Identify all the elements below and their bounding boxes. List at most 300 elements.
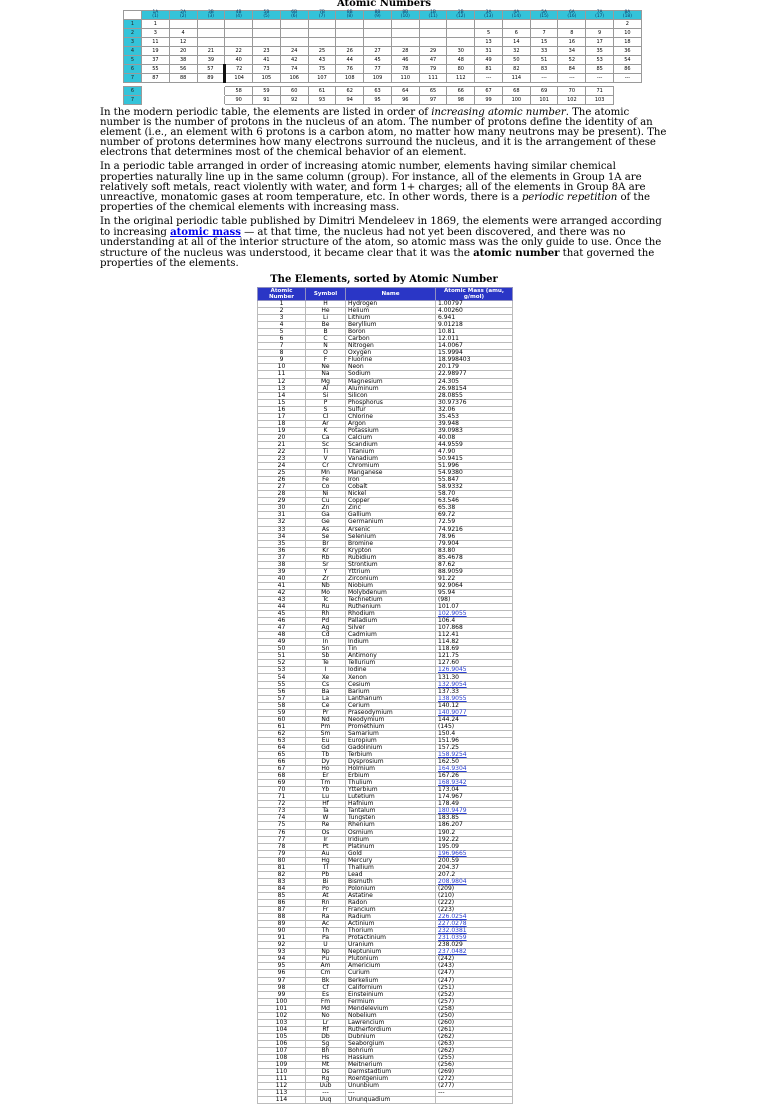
table-row (258, 301, 513, 308)
element-cell: 48 (447, 56, 475, 65)
table-row (258, 723, 513, 730)
atomic-mass-link[interactable]: 132.9054 (436, 681, 513, 688)
element-cell: 24 (280, 47, 308, 56)
table-row (258, 1026, 513, 1033)
name-cell: Holmium (346, 766, 436, 773)
atomic-number-cell: 27 (258, 484, 306, 491)
element-cell: 95 (364, 96, 392, 105)
atomic-number-cell: 97 (258, 977, 306, 984)
name-cell: Rubidium (346, 554, 436, 561)
atomic-number-cell: 87 (258, 907, 306, 914)
element-cell: 42 (280, 56, 308, 65)
symbol-cell: Nd (306, 716, 346, 723)
element-cell: 49 (475, 56, 503, 65)
atomic-mass-cell: 112.41 (436, 632, 513, 639)
element-cell (280, 38, 308, 47)
table-row (258, 907, 513, 914)
symbol-cell: Rb (306, 554, 346, 561)
period-row (124, 74, 642, 83)
atomic-mass-cell: 28.0855 (436, 392, 513, 399)
name-cell: Sodium (346, 371, 436, 378)
atomic-mass-cell: 22.98977 (436, 371, 513, 378)
symbol-cell: Ds (306, 1069, 346, 1076)
atomic-number-cell: 73 (258, 808, 306, 815)
element-cell: 30 (447, 47, 475, 56)
symbol-cell: Te (306, 660, 346, 667)
atomic-mass-cell: 47.90 (436, 448, 513, 455)
name-cell: Bromine (346, 540, 436, 547)
name-cell: Meitnerium (346, 1062, 436, 1069)
element-cell: 62 (336, 87, 364, 96)
atomic-mass-cell: --- (436, 1090, 513, 1097)
symbol-cell: Cr (306, 463, 346, 470)
group-header: 6A (16) (558, 11, 586, 20)
element-cell: --- (614, 74, 642, 83)
name-cell: Selenium (346, 533, 436, 540)
name-cell: Actinium (346, 921, 436, 928)
symbol-cell: Uuq (306, 1097, 346, 1104)
table-row (258, 688, 513, 695)
atomic-mass-cell: (242) (436, 956, 513, 963)
element-cell: 44 (336, 56, 364, 65)
symbol-cell: Re (306, 822, 346, 829)
atomic-mass-cell: 195.09 (436, 843, 513, 850)
atomic-mass-link[interactable]: 196.9665 (436, 850, 513, 857)
atomic-number-cell: 30 (258, 505, 306, 512)
element-cell (419, 20, 447, 29)
name-cell: Lawrencium (346, 1019, 436, 1026)
atomic-number-cell: 69 (258, 780, 306, 787)
atomic-mass-link[interactable]: 138.9055 (436, 695, 513, 702)
symbol-cell: Fr (306, 907, 346, 914)
period-label: 6 (124, 65, 142, 74)
element-cell: 98 (447, 96, 475, 105)
element-cell: 88 (169, 74, 197, 83)
name-cell: Neon (346, 364, 436, 371)
group-header: 8A (18) (614, 11, 642, 20)
atomic-number-cell: 74 (258, 815, 306, 822)
table-row (258, 505, 513, 512)
symbol-cell: Ti (306, 448, 346, 455)
symbol-cell: Rn (306, 899, 346, 906)
name-cell: Polonium (346, 885, 436, 892)
element-cell: 39 (197, 56, 225, 65)
symbol-cell: Cl (306, 413, 346, 420)
name-cell: Radium (346, 914, 436, 921)
name-cell: Iridium (346, 836, 436, 843)
table-row (258, 815, 513, 822)
atomic-number-cell: 72 (258, 801, 306, 808)
atomic-number-cell: 83 (258, 878, 306, 885)
atomic-number-cell: 59 (258, 709, 306, 716)
atomic-number-cell: 80 (258, 857, 306, 864)
atomic-mass-link[interactable]: 231.0359 (436, 935, 513, 942)
element-cell: 5 (475, 29, 503, 38)
table-row (258, 991, 513, 998)
name-cell: Oxygen (346, 350, 436, 357)
atomic-mass-link[interactable]: atomic mass (170, 226, 241, 239)
atomic-mass-link[interactable]: 102.9055 (436, 611, 513, 618)
table-row (258, 378, 513, 385)
symbol-cell: Zn (306, 505, 346, 512)
name-cell: Argon (346, 420, 436, 427)
symbol-cell: Sn (306, 646, 346, 653)
name-cell: Samarium (346, 730, 436, 737)
atomic-number-cell: 106 (258, 1040, 306, 1047)
atomic-mass-cell: 207.2 (436, 871, 513, 878)
atomic-number-cell: 49 (258, 639, 306, 646)
header-atomic-mass: Atomic Mass (amu, g/mol) (436, 288, 513, 301)
atomic-number-cell: 75 (258, 822, 306, 829)
name-cell: Francium (346, 907, 436, 914)
table-row (258, 836, 513, 843)
atomic-mass-link[interactable]: 237.0482 (436, 949, 513, 956)
atomic-mass-link[interactable]: 158.9254 (436, 752, 513, 759)
atomic-number-cell: 1 (258, 301, 306, 308)
element-cell: 79 (419, 65, 447, 74)
name-cell: Ununbium (346, 1083, 436, 1090)
symbol-cell: Ac (306, 921, 346, 928)
name-cell: Erbium (346, 773, 436, 780)
table-row (258, 547, 513, 554)
atomic-mass-cell: 12.011 (436, 336, 513, 343)
table-row (258, 441, 513, 448)
element-cell: 105 (253, 74, 281, 83)
table-row (258, 808, 513, 815)
element-cell: 50 (502, 56, 530, 65)
atomic-number-cell: 100 (258, 998, 306, 1005)
atomic-number-cell: 24 (258, 463, 306, 470)
element-cell: --- (586, 74, 614, 83)
name-cell: --- (346, 1090, 436, 1097)
symbol-cell: Sr (306, 561, 346, 568)
atomic-mass-cell: 101.07 (436, 604, 513, 611)
table-row (258, 498, 513, 505)
symbol-cell: Co (306, 484, 346, 491)
name-cell: Tungsten (346, 815, 436, 822)
atomic-number-cell: 61 (258, 723, 306, 730)
atomic-number-cell: 79 (258, 850, 306, 857)
element-cell: --- (558, 74, 586, 83)
element-cell: 20 (169, 47, 197, 56)
atomic-mass-cell: 162.50 (436, 759, 513, 766)
article-text (100, 108, 672, 273)
element-cell: 25 (308, 47, 336, 56)
symbol-cell: Os (306, 829, 346, 836)
atomic-number-cell: 35 (258, 540, 306, 547)
name-cell: Iodine (346, 667, 436, 674)
atomic-number-cell: 92 (258, 942, 306, 949)
name-cell: Lutetium (346, 794, 436, 801)
element-cell (280, 20, 308, 29)
symbol-cell: Yb (306, 787, 346, 794)
atomic-number-cell: 81 (258, 864, 306, 871)
symbol-cell: Be (306, 322, 346, 329)
element-cell: 63 (364, 87, 392, 96)
element-cell: 77 (364, 65, 392, 74)
symbol-cell: Ag (306, 625, 346, 632)
name-cell: Rhenium (346, 822, 436, 829)
period-label: 5 (124, 56, 142, 65)
element-cell: 82 (502, 65, 530, 74)
atomic-number-cell: 94 (258, 956, 306, 963)
name-cell: Cerium (346, 702, 436, 709)
table-row (258, 533, 513, 540)
element-cell: 73 (253, 65, 281, 74)
atomic-mass-cell: 58.9332 (436, 484, 513, 491)
symbol-cell: Am (306, 963, 346, 970)
name-cell: Carbon (346, 336, 436, 343)
name-cell: Xenon (346, 674, 436, 681)
atomic-number-cell: 76 (258, 829, 306, 836)
element-cell: 53 (586, 56, 614, 65)
element-cell (308, 29, 336, 38)
name-cell: Nobelium (346, 1012, 436, 1019)
name-cell: Uranium (346, 942, 436, 949)
atomic-mass-cell: 140.12 (436, 702, 513, 709)
atomic-number-cell: 51 (258, 653, 306, 660)
table-row (258, 406, 513, 413)
symbol-cell: Au (306, 850, 346, 857)
element-cell (391, 20, 419, 29)
name-cell: Mendelevium (346, 1005, 436, 1012)
symbol-cell: Pd (306, 618, 346, 625)
symbol-cell: N (306, 343, 346, 350)
element-cell: 112 (447, 74, 475, 83)
symbol-cell: Sb (306, 653, 346, 660)
name-cell: Lithium (346, 315, 436, 322)
name-cell: Helium (346, 308, 436, 315)
element-cell: 107 (308, 74, 336, 83)
element-cell: 104 (225, 74, 253, 83)
atomic-mass-cell: 87.62 (436, 561, 513, 568)
f-block-row (124, 96, 642, 105)
name-cell: Hassium (346, 1055, 436, 1062)
symbol-cell: Np (306, 949, 346, 956)
symbol-cell: Y (306, 568, 346, 575)
table-row (258, 357, 513, 364)
element-cell: 14 (502, 38, 530, 47)
atomic-number-cell: 105 (258, 1033, 306, 1040)
name-cell: Radon (346, 899, 436, 906)
symbol-cell: In (306, 639, 346, 646)
element-cell: 75 (308, 65, 336, 74)
element-cell: 41 (253, 56, 281, 65)
element-cell (447, 29, 475, 38)
element-cell: 111 (419, 74, 447, 83)
f-block-tail (614, 87, 642, 96)
atomic-number-cell: 43 (258, 596, 306, 603)
elements-table-title: The Elements, sorted by Atomic Number (270, 274, 498, 285)
name-cell: Chromium (346, 463, 436, 470)
element-cell (225, 20, 253, 29)
atomic-mass-link[interactable]: 140.9077 (436, 709, 513, 716)
atomic-mass-cell: 131.30 (436, 674, 513, 681)
atomic-number-cell: 31 (258, 512, 306, 519)
element-cell (253, 20, 281, 29)
symbol-cell: Hs (306, 1055, 346, 1062)
atomic-number-cell: 86 (258, 899, 306, 906)
name-cell: Californium (346, 984, 436, 991)
atomic-mass-cell: (269) (436, 1069, 513, 1076)
atomic-mass-link[interactable]: 227.0278 (436, 921, 513, 928)
symbol-cell: Si (306, 392, 346, 399)
table-row (258, 604, 513, 611)
name-cell: Palladium (346, 618, 436, 625)
symbol-cell: Es (306, 991, 346, 998)
element-cell (475, 20, 503, 29)
atomic-number-cell: 64 (258, 744, 306, 751)
atomic-mass-cell: (262) (436, 1047, 513, 1054)
atomic-number-cell: 91 (258, 935, 306, 942)
element-cell: 85 (586, 65, 614, 74)
symbol-cell: Hg (306, 857, 346, 864)
name-cell: Fluorine (346, 357, 436, 364)
atomic-mass-cell: (223) (436, 907, 513, 914)
atomic-mass-link[interactable]: 168.9342 (436, 780, 513, 787)
atomic-number-cell: 37 (258, 554, 306, 561)
atomic-number-cell: 114 (258, 1097, 306, 1104)
element-cell (308, 20, 336, 29)
atomic-mass-link[interactable]: 208.9804 (436, 878, 513, 885)
header-symbol: Symbol (306, 288, 346, 301)
name-cell: Magnesium (346, 378, 436, 385)
period-row (124, 56, 642, 65)
symbol-cell: Al (306, 385, 346, 392)
atomic-number-cell: 103 (258, 1019, 306, 1026)
element-cell: 74 (280, 65, 308, 74)
element-cell: 16 (558, 38, 586, 47)
table-row (258, 413, 513, 420)
atomic-mass-link[interactable]: 180.9479 (436, 808, 513, 815)
name-cell: Iron (346, 477, 436, 484)
period-row (124, 47, 642, 56)
symbol-cell: At (306, 892, 346, 899)
table-row (258, 364, 513, 371)
table-row (258, 434, 513, 441)
name-cell: Ununquadium (346, 1097, 436, 1104)
element-cell: 59 (253, 87, 281, 96)
atomic-mass-cell: 4.00260 (436, 308, 513, 315)
element-cell: 91 (253, 96, 281, 105)
header-name: Name (346, 288, 436, 301)
table-row (258, 639, 513, 646)
name-cell: Promethium (346, 723, 436, 730)
table-row (258, 1097, 513, 1104)
name-cell: Krypton (346, 547, 436, 554)
symbol-cell: V (306, 456, 346, 463)
group-header: 8B (8) (336, 11, 364, 20)
element-cell: 36 (614, 47, 642, 56)
element-cell: 10 (614, 29, 642, 38)
element-cell: 69 (530, 87, 558, 96)
symbol-cell: La (306, 695, 346, 702)
name-cell: Gallium (346, 512, 436, 519)
group-header: 8B (10) (391, 11, 419, 20)
table-row (258, 1055, 513, 1062)
atomic-mass-cell: 79.904 (436, 540, 513, 547)
symbol-cell: Db (306, 1033, 346, 1040)
atomic-number-cell: 47 (258, 625, 306, 632)
atomic-mass-cell: (277) (436, 1083, 513, 1090)
symbol-cell: Pb (306, 871, 346, 878)
atomic-number-cell: 95 (258, 963, 306, 970)
atomic-number-cell: 62 (258, 730, 306, 737)
atomic-mass-cell: (256) (436, 1062, 513, 1069)
atomic-number-cell: 38 (258, 561, 306, 568)
name-cell: Seaborgium (346, 1040, 436, 1047)
symbol-cell: Lu (306, 794, 346, 801)
table-row (258, 695, 513, 702)
atomic-mass-cell: 51.996 (436, 463, 513, 470)
name-cell: Rhodium (346, 611, 436, 618)
element-cell (419, 38, 447, 47)
table-row (258, 674, 513, 681)
atomic-number-cell: 41 (258, 582, 306, 589)
group-header: 7A (17) (586, 11, 614, 20)
period-label: 3 (124, 38, 142, 47)
atomic-mass-cell: 74.9216 (436, 526, 513, 533)
atomic-number-cell: 34 (258, 533, 306, 540)
table-row (258, 315, 513, 322)
atomic-mass-cell: 15.9994 (436, 350, 513, 357)
table-row (258, 399, 513, 406)
group-header: 3B (3) (197, 11, 225, 20)
atomic-mass-cell: (263) (436, 1040, 513, 1047)
element-cell: 100 (502, 96, 530, 105)
symbol-cell: Rf (306, 1026, 346, 1033)
table-row (258, 1033, 513, 1040)
table-row (258, 1012, 513, 1019)
element-cell: 61 (308, 87, 336, 96)
element-cell (336, 29, 364, 38)
atomic-number-cell: 93 (258, 949, 306, 956)
symbol-cell: Pu (306, 956, 346, 963)
atomic-mass-cell: 18.998403 (436, 357, 513, 364)
element-cell (197, 29, 225, 38)
table-row (258, 618, 513, 625)
atomic-number-cell: 46 (258, 618, 306, 625)
element-cell (253, 38, 281, 47)
atomic-mass-link[interactable]: 164.9304 (436, 766, 513, 773)
atomic-mass-link[interactable]: 232.0381 (436, 928, 513, 935)
element-cell (364, 20, 392, 29)
name-cell: Strontium (346, 561, 436, 568)
name-cell: Dubnium (346, 1033, 436, 1040)
element-cell: 56 (169, 65, 197, 74)
table-row (258, 512, 513, 519)
table-row (258, 787, 513, 794)
atomic-number-cell: 22 (258, 448, 306, 455)
name-cell: Fermium (346, 998, 436, 1005)
element-cell: 27 (364, 47, 392, 56)
element-cell: 109 (364, 74, 392, 83)
name-cell: Cesium (346, 681, 436, 688)
element-cell (558, 20, 586, 29)
atomic-mass-link[interactable]: 126.9045 (436, 667, 513, 674)
atomic-number-cell: 9 (258, 357, 306, 364)
atomic-mass-cell: (261) (436, 1026, 513, 1033)
element-cell: 65 (419, 87, 447, 96)
symbol-cell: Ba (306, 688, 346, 695)
atomic-mass-cell: 83.80 (436, 547, 513, 554)
atomic-number-cell: 109 (258, 1062, 306, 1069)
symbol-cell: --- (306, 1090, 346, 1097)
name-cell: Nitrogen (346, 343, 436, 350)
atomic-mass-link[interactable]: 226.0254 (436, 914, 513, 921)
element-cell (197, 38, 225, 47)
atomic-mass-cell: 24.305 (436, 378, 513, 385)
